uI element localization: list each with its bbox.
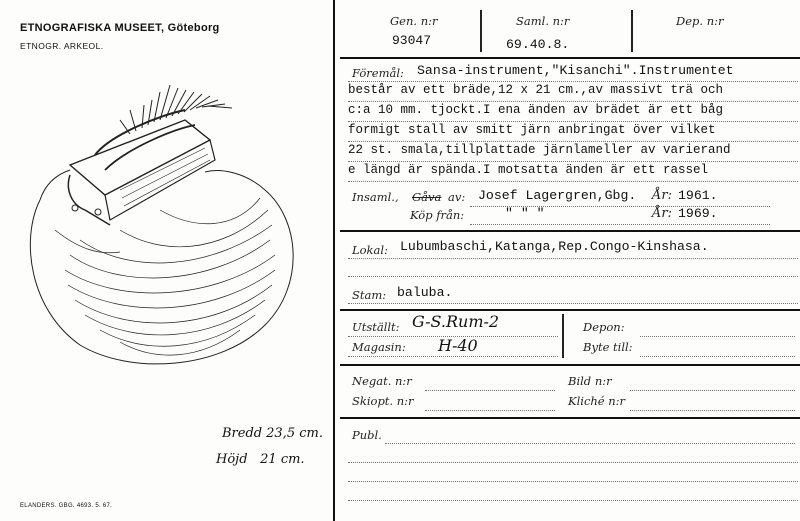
dotted-line xyxy=(348,356,558,357)
dotted-line xyxy=(348,462,798,463)
printer-imprint: ELANDERS. GBG. 4693. 5. 67. xyxy=(20,503,113,509)
dotted-line xyxy=(425,410,555,411)
dotted-line xyxy=(348,181,798,182)
foremal-line-2: består av ett bräde,12 x 21 cm.,av massivt trä och xyxy=(348,83,724,97)
kop-label: Köp från: xyxy=(410,208,465,222)
depon-label: Depon: xyxy=(583,320,625,334)
bild-label: Bild n:r xyxy=(568,374,612,388)
negat-label: Negat. n:r xyxy=(352,374,412,388)
dotted-line xyxy=(630,390,795,391)
height-label: Höjd xyxy=(216,452,248,467)
section-rule xyxy=(340,309,800,311)
kliche-label: Kliché n:r xyxy=(568,394,626,408)
lokal-value: Lubumbaschi,Katanga,Rep.Congo-Kinshasa. xyxy=(400,239,709,254)
panel-divider xyxy=(333,0,335,521)
width-value: 23,5 cm. xyxy=(266,426,323,441)
dep-number-label: Dep. n:r xyxy=(676,14,724,28)
insaml-label: Insaml., xyxy=(352,190,399,204)
ar-value: 1961. xyxy=(678,188,718,203)
dotted-line xyxy=(348,336,558,337)
sansa-instrument-drawing xyxy=(10,80,310,380)
dotted-line xyxy=(470,224,770,225)
foremal-line-3: c:a 10 mm. tjockt.I ena änden av brädet är ett båg xyxy=(348,103,724,117)
gen-number-label: Gen. n:r xyxy=(390,14,438,28)
section-rule xyxy=(340,230,800,232)
ar2-label: År: xyxy=(652,206,672,221)
header-divider-2 xyxy=(631,10,633,52)
utstallt-value: G-S.Rum-2 xyxy=(412,312,500,331)
dotted-line xyxy=(425,390,555,391)
dotted-line xyxy=(630,410,795,411)
storage-divider xyxy=(562,314,564,358)
stam-value: baluba. xyxy=(397,285,453,300)
foremal-label: Föremål: xyxy=(352,66,404,80)
dotted-line xyxy=(385,443,795,444)
ar-label: År: xyxy=(652,188,672,203)
saml-number-value: 69.40.8. xyxy=(506,37,570,52)
dotted-line xyxy=(348,500,798,501)
section-rule xyxy=(340,364,800,366)
gava-struck-label: Gåva xyxy=(412,190,442,204)
width-label: Bredd xyxy=(222,426,263,441)
dotted-line xyxy=(348,141,798,142)
dotted-line xyxy=(640,356,795,357)
kop-value: " " " xyxy=(505,206,545,221)
foremal-line-5: 22 st. smala,tillplattade järnlameller av varierand xyxy=(348,143,731,157)
dotted-line xyxy=(348,258,798,259)
foremal-line-4: formigt stall av smitt järn anbringat över vilket xyxy=(348,123,716,137)
stam-label: Stam: xyxy=(352,288,387,302)
header-divider-1 xyxy=(480,10,482,52)
foremal-line-1: Sansa-instrument,"Kisanchi".Instrumentet xyxy=(417,63,734,78)
dotted-line xyxy=(348,121,798,122)
dotted-line xyxy=(348,481,798,482)
dotted-line xyxy=(348,101,798,102)
saml-number-label: Saml. n:r xyxy=(516,14,570,28)
byte-label: Byte till: xyxy=(583,340,633,354)
publ-label: Publ. xyxy=(352,428,382,442)
height-dimension xyxy=(216,452,305,467)
museum-title: ETNOGRAFISKA MUSEET, Göteborg xyxy=(20,22,220,34)
av-label: av: xyxy=(448,190,466,204)
av-value: Josef Lagergren,Gbg. xyxy=(478,188,637,203)
dotted-line xyxy=(640,336,795,337)
ar2-value: 1969. xyxy=(678,206,718,221)
gen-number-value: 93047 xyxy=(392,33,432,48)
height-value: 21 cm. xyxy=(260,452,305,467)
foremal-line-6: e längd är spända.I motsatta änden är ett rassel xyxy=(348,163,709,177)
dotted-line xyxy=(348,276,798,277)
lokal-label: Lokal: xyxy=(352,243,388,257)
department-label: ETNOGR. ARKEOL. xyxy=(20,41,104,51)
utstallt-label: Utställt: xyxy=(352,320,400,334)
dotted-line xyxy=(348,161,798,162)
skiopt-label: Skiopt. n:r xyxy=(352,394,414,408)
magasin-label: Magasin: xyxy=(352,340,406,354)
catalog-form xyxy=(340,0,800,521)
dotted-line xyxy=(348,81,798,82)
section-rule xyxy=(340,417,800,419)
dotted-line xyxy=(348,303,798,304)
magasin-value: H-40 xyxy=(438,336,478,355)
width-dimension xyxy=(222,426,323,441)
header-rule xyxy=(340,57,800,59)
